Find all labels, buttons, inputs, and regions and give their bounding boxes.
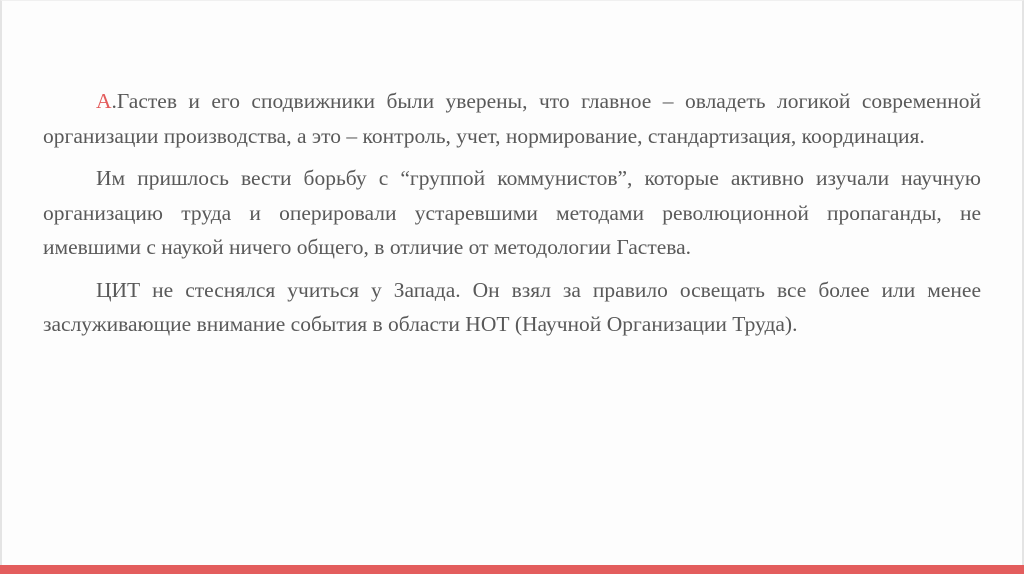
- bottom-accent-bar: [0, 565, 1024, 574]
- paragraph-2: [43, 161, 981, 265]
- paragraph-3-text: ЦИТ не стеснялся учиться у Запада. Он взял за правило освещать все более или менее заслуживающие внимание события в области НОТ (Научной Организации Труда).: [43, 277, 981, 336]
- paragraph-1-accent-letter: А: [96, 89, 112, 113]
- paragraph-1-text: .Гастев и его сподвижники были уверены, что главное – овладеть логикой современной организации производства, а это – контроль, учет, нормирование, стандартизация, координация.: [43, 89, 981, 148]
- paragraph-3: [43, 273, 981, 342]
- paragraph-2-text: Им пришлось вести борьбу с “группой коммунистов”, которые активно изучали научную организацию труда и оперировали устаревшими методами революционной пропаганды, не имевшими с наукой ничего общего, в отличие от методологии Гастева.: [43, 166, 981, 259]
- paragraph-1: [43, 84, 981, 153]
- slide-body-text: [43, 84, 981, 350]
